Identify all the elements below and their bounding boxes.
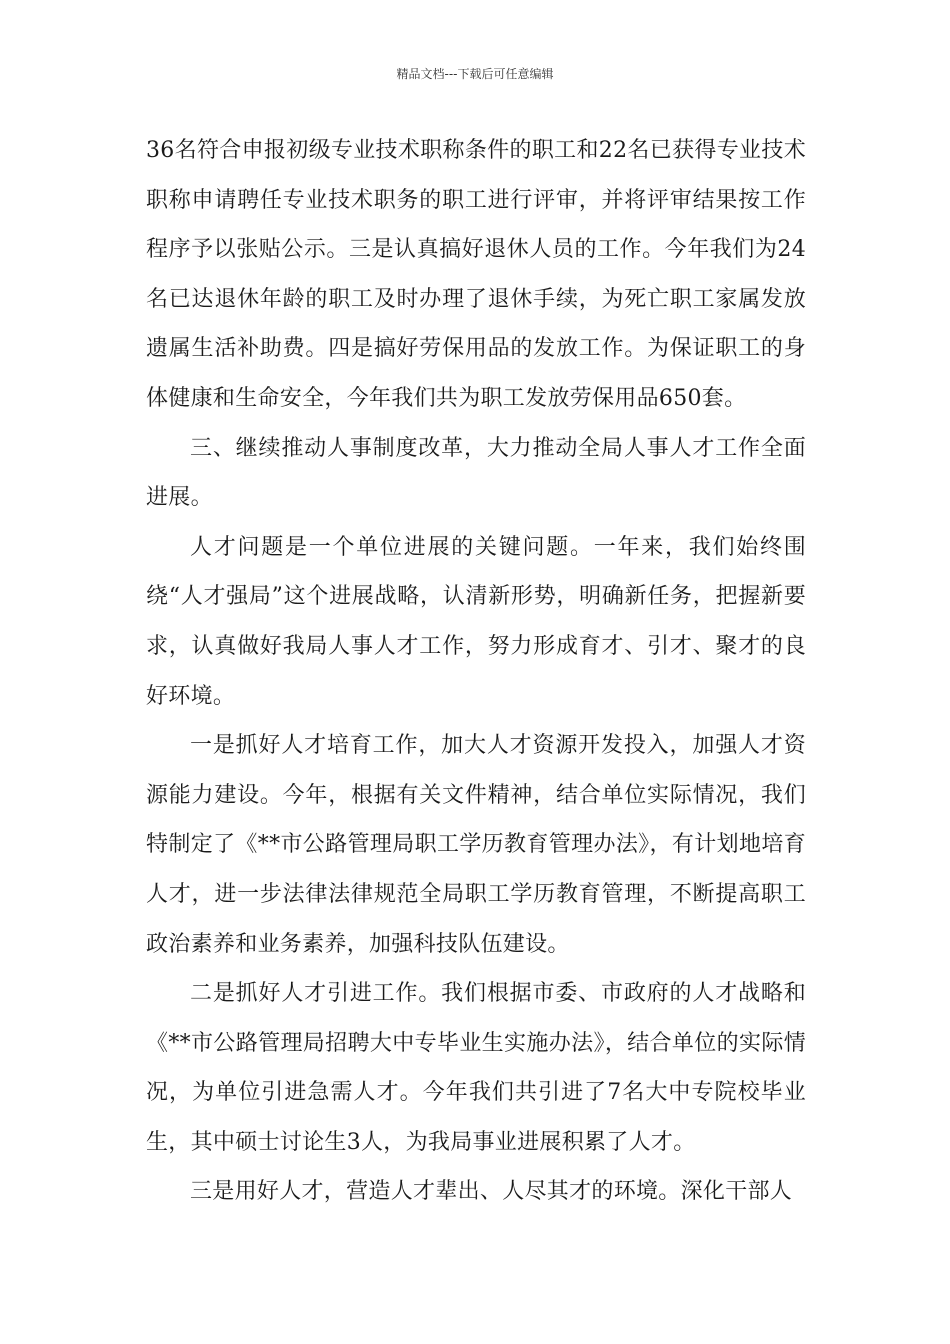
paragraph-4: 一是抓好人才培育工作，加大人才资源开发投入，加强人才资源能力建设。今年，根据有关文件精神，结合单位实际情况，我们特制定了《**市公路管理局职工学历教育管理办法》，有计划地培育人才，进一步法律法律规范全局职工学历教育管理，不断提高职工政治素养和业务素养，加强科技队伍建设。 <box>146 733 806 957</box>
paragraph-3: 人才问题是一个单位进展的关键问题。一年来，我们始终围绕“人才强局”这个进展战略，认清新形势，明确新任务，把握新要求，认真做好我局人事人才工作，努力形成育才、引才、聚才的良好环境。 <box>146 534 806 709</box>
page-header: 精品文档---下载后可任意编辑 <box>396 67 554 81</box>
document-body <box>146 126 806 1217</box>
paragraph-2: 三、继续推动人事制度改革，大力推动全局人事人才工作全面进展。 <box>146 435 806 511</box>
paragraph-1: 36名符合申报初级专业技术职称条件的职工和22名已获得专业技术职称申请聘任专业技术职务的职工进行评审，并将评审结果按工作程序予以张贴公示。三是认真搞好退休人员的工作。今年我们为24名已达退休年龄的职工及时办理了退休手续，为死亡职工家属发放遗属生活补助费。四是搞好劳保用品的发放工作。为保证职工的身体健康和生命安全，今年我们共为职工发放劳保用品650套。 <box>146 138 806 411</box>
paragraph-5: 二是抓好人才引进工作。我们根据市委、市政府的人才战略和《**市公路管理局招聘大中专毕业生实施办法》，结合单位的实际情况，为单位引进急需人才。今年我们共引进了7名大中专院校毕业生，其中硕士讨论生3人，为我局事业进展积累了人才。 <box>146 981 806 1155</box>
paragraph-6: 三是用好人才，营造人才辈出、人尽其才的环境。深化干部人 <box>190 1179 793 1205</box>
